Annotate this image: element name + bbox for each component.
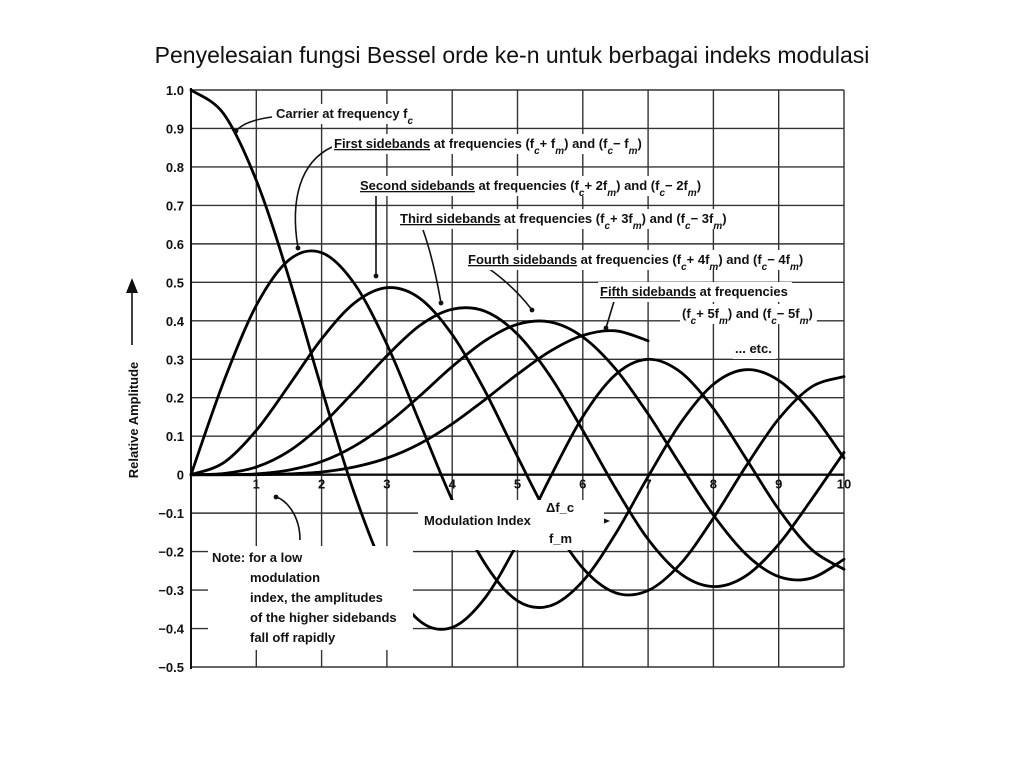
y-tick-label-9: 0.1: [165, 429, 184, 445]
annotation-second-part-1: ) and (f: [616, 178, 660, 193]
y-tick-label-15: −0.5: [158, 660, 184, 675]
y-axis-label: Relative Amplitude: [126, 361, 141, 479]
x-axis-label-numerator: Δf_c: [546, 500, 575, 515]
annotation-first-sub-0: c: [534, 145, 540, 157]
y-tick-label-6: 0.4: [165, 313, 184, 329]
annotation-first-part-2: − f: [613, 136, 629, 151]
annotation-third-sub-2: c: [685, 220, 691, 232]
annotation-etc: [735, 341, 772, 356]
pointer-tip-fourth: [530, 308, 535, 313]
annotation-fourth-part-1: ) and (f: [718, 252, 762, 267]
pointer-note: [276, 497, 300, 540]
annotation-third-sub-1: m: [632, 220, 642, 232]
x-tick-label-6: 7: [644, 476, 652, 492]
annotation-fifth2-part-1: ) and (f: [727, 306, 772, 321]
x-axis-label-denominator: f_m: [549, 531, 573, 546]
y-tick-label-10: 0: [176, 467, 184, 483]
annotation-fifth2-sub-3: m: [799, 315, 809, 327]
low-index-note: [208, 546, 413, 650]
annotation-first-sub-1: m: [555, 145, 565, 157]
x-tick-label-3: 4: [448, 476, 456, 492]
annotation-first-sub-3: m: [628, 145, 638, 157]
annotation-fifth2-sub-1: m: [719, 315, 728, 327]
note-line-0: Note: for a low: [212, 550, 303, 565]
x-axis-label: [418, 500, 604, 550]
y-tick-label-14: −0.4: [158, 621, 184, 637]
note-line-2: index, the amplitudes: [250, 590, 383, 605]
x-tick-label-5: 6: [579, 476, 587, 492]
annotation-third-part-2: − 3f: [690, 211, 714, 226]
pointer-third: [423, 230, 441, 303]
annotation-fifth2-sub-0: c: [690, 315, 697, 327]
pointer-tip-first: [296, 246, 301, 251]
annotation-second-sub-1: m: [607, 187, 617, 199]
x-tick-label-8: 9: [775, 476, 783, 492]
annotation-second-text: at frequencies (f: [474, 178, 579, 193]
annotation-third-text: at frequencies (f: [500, 211, 605, 226]
annotation-third-sub-3: m: [713, 220, 723, 232]
note-line-3: of the higher sidebands: [250, 610, 397, 625]
annotation-third-part-0: + 3f: [610, 211, 633, 226]
pointer-tip-fifth: [604, 326, 609, 331]
annotation-fourth-part-0: + 4f: [686, 252, 710, 267]
annotation-fourth-sub-2: c: [761, 261, 768, 273]
annotation-fifth2-part-0: + 5f: [696, 306, 719, 321]
note-line-1: modulation: [250, 570, 321, 585]
pointer-fifth: [606, 298, 615, 328]
series-line-j5: [191, 331, 648, 475]
x-tick-label-1: 2: [317, 476, 326, 492]
pointer-tip-second: [374, 274, 379, 279]
annotation-third-part-3: ): [722, 211, 727, 226]
x-tick-label-2: 3: [383, 476, 391, 492]
y-tick-label-5: 0.5: [165, 275, 184, 291]
annotation-fifth2-sub-2: c: [771, 315, 777, 327]
y-tick-label-11: −0.1: [158, 506, 184, 522]
slide-title: Penyelesaian fungsi Bessel orde ke-n untuk berbagai indeks modulasi: [154, 42, 870, 68]
annotation-fifth1-text: at frequencies: [696, 284, 788, 299]
annotation-second-sub-3: m: [687, 187, 697, 199]
y-tick-label-3: 0.7: [165, 198, 184, 214]
annotation-fourth-part-2: − 4f: [767, 252, 790, 267]
annotation-first-text: at frequencies (f: [430, 136, 535, 151]
annotation-first-underlined: First sidebands: [334, 136, 431, 151]
annotation-third-underlined: Third sidebands: [400, 211, 501, 226]
y-tick-label-7: 0.3: [165, 352, 184, 368]
y-tick-label-8: 0.2: [165, 390, 184, 406]
annotation-third-sub-0: c: [604, 220, 610, 232]
y-tick-label-1: 0.9: [165, 121, 184, 137]
annotation-fourth-sub-1: m: [709, 261, 719, 273]
annotation-fifth2-text: (f: [682, 306, 691, 321]
note-line-4: fall off rapidly: [250, 630, 336, 645]
pointer-tip-note: [274, 495, 279, 500]
annotation-fifth2-part-3: ): [808, 306, 813, 321]
y-tick-labels: [158, 83, 184, 675]
annotation-third-part-1: ) and (f: [641, 211, 685, 226]
x-tick-label-7: 8: [709, 476, 718, 492]
y-tick-label-12: −0.2: [158, 544, 184, 560]
annotation-second-underlined: Second sidebands: [360, 178, 475, 193]
x-tick-label-0: 1: [252, 476, 260, 492]
annotation-first-part-1: ) and (f: [564, 136, 608, 151]
annotation-first-sub-2: c: [607, 145, 614, 157]
annotation-fourth-part-3: ): [798, 252, 804, 267]
annotation-fourth-text: at frequencies (f: [577, 252, 682, 267]
annotation-fourth-underlined: Fourth sidebands: [468, 252, 578, 267]
pointer-first: [295, 147, 332, 248]
annotation-carrier-sub: c: [407, 115, 414, 127]
annotation-second-part-3: ): [696, 178, 702, 193]
annotation-etc-text: ... etc.: [735, 341, 772, 356]
annotation-fifth2-part-2: − 5f: [776, 306, 800, 321]
annotation-second-part-2: − 2f: [665, 178, 688, 193]
annotation-carrier-text: Carrier at frequency f: [276, 106, 408, 121]
x-tick-label-4: 5: [513, 476, 522, 492]
y-tick-label-2: 0.8: [165, 159, 184, 175]
y-tick-label-4: 0.6: [165, 236, 184, 252]
pointer-fourth: [488, 268, 532, 310]
annotation-fourth-sub-0: c: [681, 261, 687, 273]
y-tick-label-13: −0.3: [158, 583, 184, 599]
pointer-tip-carrier: [234, 129, 239, 134]
annotation-second-part-0: + 2f: [584, 178, 608, 193]
y-tick-label-0: 1.0: [165, 83, 184, 98]
annotation-second-sub-2: c: [659, 187, 666, 199]
annotation-fifth1-underlined: Fifth sidebands: [600, 284, 697, 299]
annotation-second-sub-0: c: [578, 187, 585, 199]
x-tick-label-9: 10: [836, 476, 852, 492]
annotation-fourth-sub-3: m: [789, 261, 799, 273]
annotation-first-part-3: ): [637, 136, 642, 151]
annotation-first-part-0: + f: [539, 136, 556, 151]
y-axis-arrow-head: [126, 278, 138, 293]
pointer-tip-third: [439, 301, 444, 306]
annotation-fifth1: [600, 284, 788, 299]
x-axis-label-prefix: Modulation Index: [424, 513, 531, 528]
